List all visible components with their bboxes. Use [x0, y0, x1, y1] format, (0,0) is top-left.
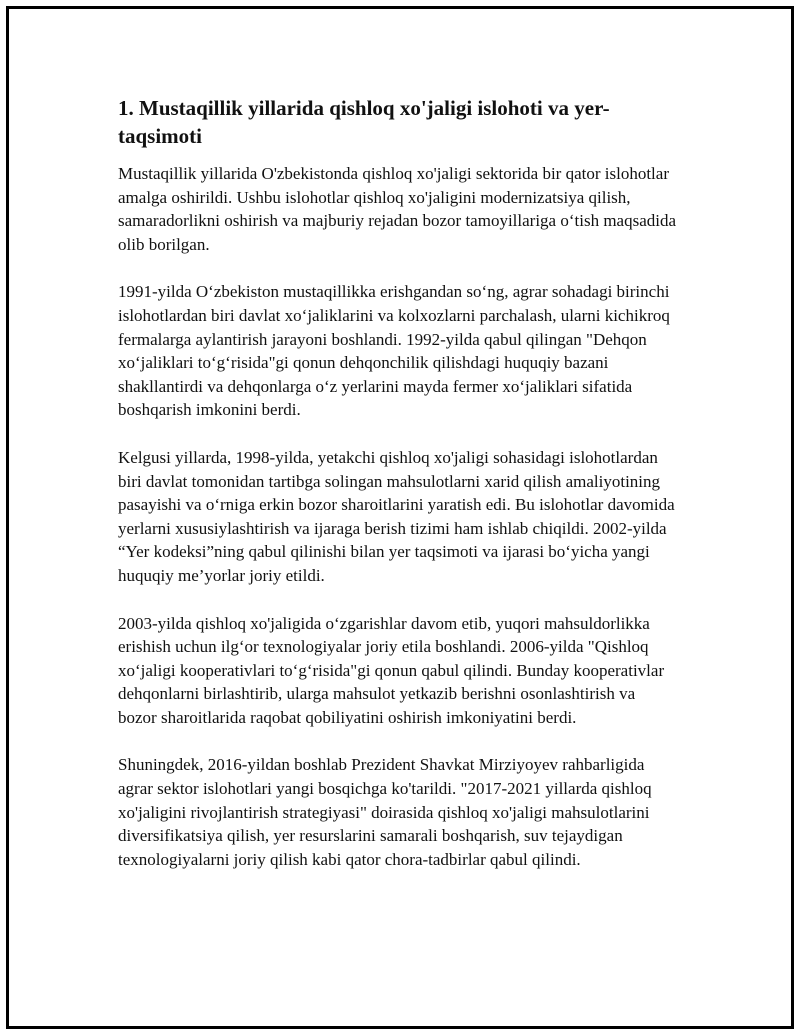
document-body — [118, 94, 678, 895]
paragraph-2: 1991-yilda O‘zbekiston mustaqillikka erishgandan so‘ng, agrar sohadagi birinchi islohotlardan biri davlat xo‘jaliklarini va kolxozlarni parchalash, ularni kichikroq fermalarga aylantirish jarayoni boshlandi. 1992-yilda qabul qilingan "Dehqon xo‘jaliklari to‘g‘risida"gi qonun dehqonchilik qilishdagi huquqiy bazani shakllantirdi va dehqonlarga o‘z yerlarini mayda fermer xo‘jaliklari sifatida boshqarish imkonini berdi. — [118, 282, 670, 420]
paragraph-5: Shuningdek, 2016-yildan boshlab Prezident Shavkat Mirziyoyev rahbarligida agrar sektor islohotlari yangi bosqichga ko'tarildi. "2017-2021 yillarda qishloq xo'jaligini rivojlantirish strategiyasi" doirasida qishloq xo'jaligi mahsulotlarini diversifikatsiya qilish, yer resurslarini samarali boshqarish, suv tejaydigan texnologiyalarni joriy qilish kabi qator chora-tadbirlar qabul qilindi. — [118, 755, 652, 869]
paragraph-1: Mustaqillik yillarida O'zbekistonda qishloq xo'jaligi sektorida bir qator islohotlar amalga oshirildi. Ushbu islohotlar qishloq xo'jaligini modernizatsiya qilish, samaradorlikni oshirish va majburiy rejadan bozor tamoyillariga o‘tish maqsadida olib borilgan. — [118, 164, 677, 254]
paragraph-4: 2003-yilda qishloq xo'jaligida o‘zgarishlar davom etib, yuqori mahsuldorlikka erishish uchun ilg‘or texnologiyalar joriy etila boshlandi. 2006-yilda "Qishloq xo‘jaligi kooperativlari to‘g‘risida"gi qonun qabul qilindi. Bunday kooperativlar dehqonlarni birlashtirib, ularga mahsulot yetkazib berishni osonlashtirish va bozor sharoitlarida raqobat qobiliyatini oshirish imkoniyatini berdi. — [118, 613, 665, 727]
section-heading: 1. Mustaqillik yillarida qishloq xo'jaligi islohoti va yer-taqsimoti — [118, 96, 610, 148]
paragraph-3: Kelgusi yillarda, 1998-yilda, yetakchi qishloq xo'jaligi sohasidagi islohotlardan biri davlat tomonidan tartibga solingan mahsulotlarni xarid qilish amaliyotining pasayishi va o‘rniga erkin bozor sharoitlarini yaratish edi. Bu islohotlar davomida yerlarni xususiylashtirish va ijaraga berish tizimi ham ishlab chiqildi. 2002-yilda “Yer kodeksi”ning qabul qilinishi bilan yer taqsimoti va ijarasi bo‘yicha yangi huquqiy me’yorlar joriy etildi. — [118, 447, 675, 585]
